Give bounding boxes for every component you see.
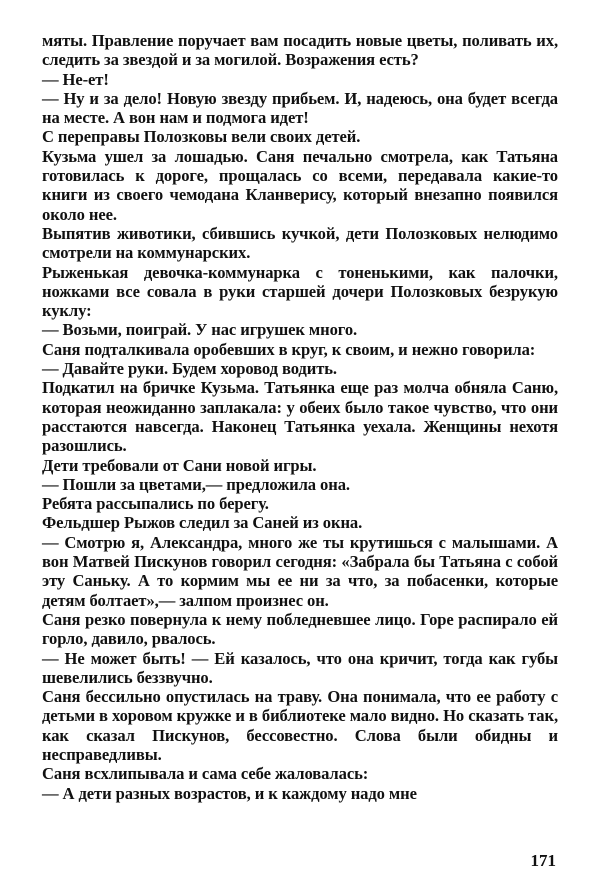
- page-number: 171: [530, 851, 556, 870]
- paragraph: — Не-ет!: [42, 69, 109, 89]
- paragraph: мяты. Правление поручает вам посадить новые цветы, поливать их, следить за звездой и за могилой. Возражения есть?: [42, 31, 558, 70]
- paragraph: Фельдшер Рыжов следил за Саней из окна.: [42, 513, 363, 533]
- paragraph: Саня подталкивала оробевших в круг, к своим, и нежно говорила:: [42, 339, 536, 359]
- paragraph: Подкатил на бричке Кузьма. Татьянка еще раз молча обняла Саню, которая неожиданно заплакала: у обеих было такое чувство, что они расстаются навсегда. Наконец Татьянка уехала. Женщины нехотя разошлись.: [42, 378, 558, 456]
- paragraph: — Не может быть! — Ей казалось, что она кричит, тогда как губы шевелились беззвучно.: [42, 648, 558, 687]
- page-text: [42, 31, 558, 803]
- paragraph: Ребята рассыпались по берегу.: [42, 494, 269, 514]
- paragraph: Саня резко повернула к нему побледневшее лицо. Горе распирало ей горло, давило, рвалось.: [42, 609, 558, 649]
- paragraph: — Возьми, поиграй. У нас игрушек много.: [42, 320, 358, 340]
- paragraph: — А дети разных возрастов, и к каждому надо мне: [42, 783, 417, 803]
- paragraph: Кузьма ушел за лошадью. Саня печально смотрела, как Татьяна готовилась к дороге, прощалась со всеми, передавала какие-то книги из своего чемодана Кланверису, который внезапно появился около нее.: [42, 146, 558, 224]
- paragraph: Саня всхлипывала и сама себе жаловалась:: [42, 764, 369, 784]
- paragraph: С переправы Полозковы вели своих детей.: [42, 127, 361, 147]
- paragraph: — Смотрю я, Александра, много же ты крутишься с малышами. А вон Матвей Пискунов говорил сегодня: «Забрала бы Татьяна с собой эту Саньку. А то кормим мы ее ни за что, за побасенки, которые детям болтает»,— залпом произнес он.: [42, 532, 558, 610]
- paragraph: Выпятив животики, сбившись кучкой, дети Полозковых нелюдимо смотрели на коммунарских.: [42, 223, 558, 263]
- paragraph: Саня бессильно опустилась на траву. Она понимала, что ее работу с детьми в хоровом кружке и в библиотеке мало видно. Но сказать так, как сказал Пискунов, бессовестно. Слова были обидны и несправедливы.: [42, 687, 558, 764]
- paragraph: — Пошли за цветами,— предложила она.: [42, 474, 350, 494]
- paragraph: Дети требовали от Сани новой игры.: [42, 455, 317, 475]
- paragraph: — Давайте руки. Будем хоровод водить.: [42, 359, 337, 379]
- paragraph: — Ну и за дело! Новую звезду прибьем. И, надеюсь, она будет всегда на месте. А вон нам и подмога идет!: [42, 88, 558, 128]
- paragraph: Рыженькая девочка-коммунарка с тоненькими, как палочки, ножками все совала в руки старшей дочери Полозковых безрукую куклу:: [42, 262, 558, 321]
